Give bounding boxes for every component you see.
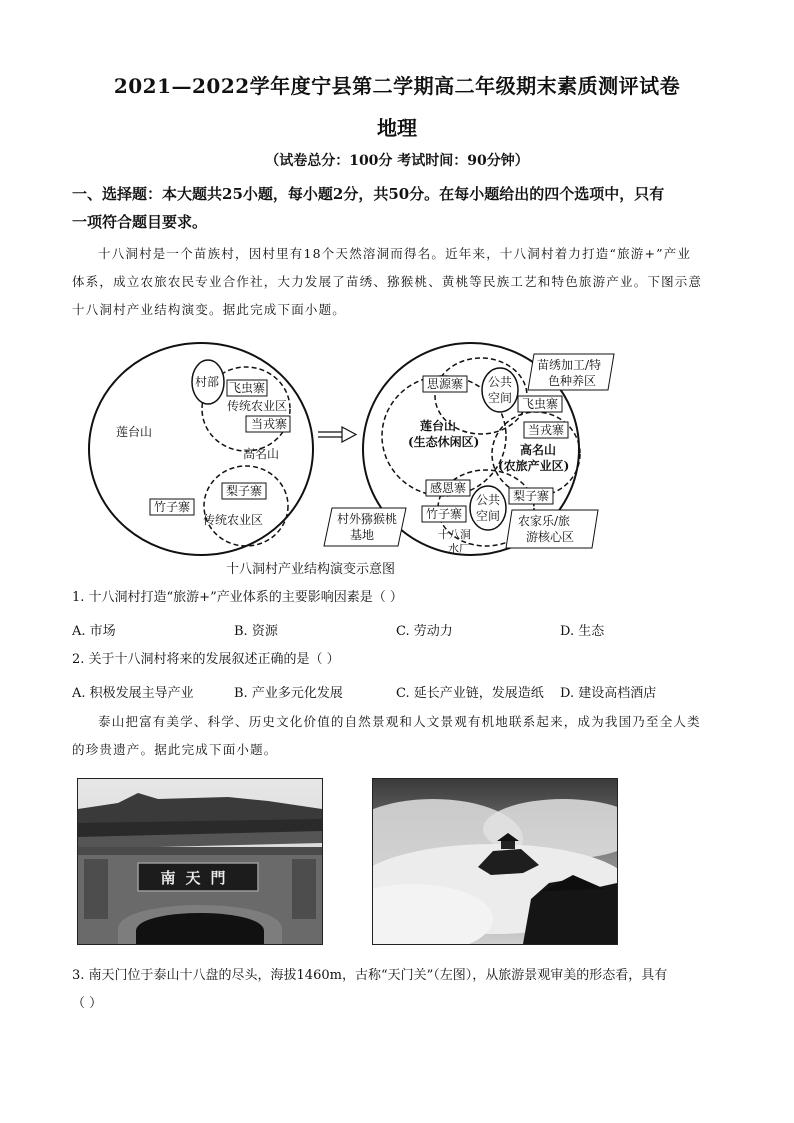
passage-1-line2: 体系，成立农旅农民专业合作社，大力发展了苗绣、猕猴桃、黄桃等民族工艺和特色旅游产业。下图示意 [72, 274, 703, 289]
right-label-nongjiale-l2: 游核心区 [526, 530, 575, 544]
passage-2-line1: 泰山把富有美学、科学、历史文化价值的自然景观和人文景观有机地联系起来，成为我国乃至全人类 [98, 714, 701, 729]
right-label-miaoxiu-l2: 色种养区 [548, 374, 597, 388]
q2-option-a[interactable]: A. 积极发展主导产业 [72, 686, 194, 701]
section-heading-line1: 一、选择题：本大题共25小题，每小题2分，共50分。在每小题给出的四个选项中，只有 [72, 185, 665, 203]
left-label-gaomingshan: 高名山 [243, 447, 280, 461]
right-label-gonggong2-l1: 公共 [476, 493, 501, 507]
question-3-line2: （ ） [72, 996, 103, 1011]
right-label-miaoxiu-l1: 苗绣加工/特 [537, 358, 602, 372]
question-3-line1: 3. 南天门位于泰山十八盘的尽头，海拔1460m，古称“天门关”（左图），从旅游景观审美的形态看，具有 [72, 968, 668, 983]
q1-option-c[interactable]: C. 劳动力 [396, 624, 453, 639]
q1-option-b[interactable]: B. 资源 [234, 624, 278, 639]
exam-title: 2021—2022学年度宁县第二学期高二年级期末素质测评试卷 [113, 74, 681, 98]
right-label-gaomingshan: 高名山 [520, 443, 557, 457]
q2-option-c[interactable]: C. 延长产业链，发展造纸 [396, 686, 544, 701]
q2-option-b[interactable]: B. 产业多元化发展 [234, 686, 343, 701]
diagram-svg [86, 336, 626, 581]
right-label-siyuanzhai: 思源寨 [427, 377, 464, 391]
left-bottom-dashed-region [204, 466, 288, 546]
right-label-shibadong-l1: 十八洞 [438, 528, 471, 541]
q1-option-a[interactable]: A. 市场 [72, 624, 116, 639]
right-label-nonglv: (农旅产业区) [498, 459, 570, 473]
section-heading [72, 180, 732, 236]
passage-1-line1: 十八洞村是一个苗族村，因村里有18个天然溶洞而得名。近年来，十八洞村着力打造“旅游+”产业 [98, 246, 692, 261]
right-label-gonggong1-l1: 公共 [488, 375, 513, 389]
question-2-options [72, 682, 742, 702]
question-2-stem: 2. 关于十八洞村将来的发展叙述正确的是（ ） [72, 652, 340, 667]
right-label-gonggong2-l2: 空间 [476, 509, 501, 523]
transition-arrow [318, 427, 356, 442]
left-label-lizizhai: 梨子寨 [226, 484, 263, 498]
left-label-chuantong2: 传统农业区 [203, 513, 264, 527]
photo-nantianmen-svg [78, 779, 322, 944]
left-label-lianteshan: 莲台山 [116, 425, 153, 439]
photo-sea-of-clouds [372, 778, 618, 945]
left-label-dangrongzhai: 当戎寨 [251, 417, 288, 431]
right-label-feichongzhai: 飞虫寨 [522, 397, 559, 411]
passage-2 [72, 708, 734, 764]
left-label-feichongzhai: 飞虫寨 [229, 381, 266, 395]
right-label-zhuzizhai: 竹子寨 [426, 507, 463, 521]
industry-structure-diagram [86, 336, 626, 581]
photo-clouds-svg [373, 779, 617, 944]
section-heading-line2: 一项符合题目要求。 [72, 213, 208, 231]
right-label-shibadong-l2: 水厂 [448, 542, 470, 555]
right-label-shengtai: (生态休闲区) [408, 435, 480, 449]
right-label-lianteshan: 莲台山 [420, 419, 457, 433]
photo-nantianmen [77, 778, 323, 945]
diagram-caption: 十八洞村产业结构演变示意图 [226, 562, 396, 577]
q1-option-d[interactable]: D. 生态 [560, 624, 605, 639]
passage-2-line2: 的珍贵遗产。据此完成下面小题。 [72, 742, 278, 757]
left-label-cunbu: 村部 [195, 375, 220, 389]
question-1-options [72, 620, 742, 640]
right-label-gonggong1-l2: 空间 [488, 391, 513, 405]
right-label-nongjiale-l1: 农家乐/旅 [518, 514, 571, 528]
right-label-lizizhai: 梨子寨 [513, 489, 550, 503]
left-label-zhuzizhai: 竹子寨 [154, 500, 191, 514]
photo-plaque-text: 南天門 [160, 869, 236, 887]
question-1-stem: 1. 十八洞村打造“旅游+”产业体系的主要影响因素是（ ） [72, 590, 403, 605]
question-3 [72, 962, 732, 1018]
left-label-chuantong1: 传统农业区 [227, 399, 288, 413]
exam-subject: 地理 [377, 116, 417, 140]
q2-option-d[interactable]: D. 建设高档酒店 [560, 686, 657, 701]
right-label-cunwai-l2: 基地 [350, 528, 375, 542]
right-label-dangrongzhai: 当戎寨 [528, 423, 565, 437]
exam-info: （试卷总分：100分 考试时间：90分钟） [265, 153, 529, 169]
passage-1-line3: 十八洞村产业结构演变。据此完成下面小题。 [72, 302, 347, 317]
right-label-ganenzhai: 感恩寨 [430, 481, 467, 495]
right-label-cunwai-l1: 村外猕猴桃 [337, 512, 398, 526]
passage-1 [72, 240, 734, 324]
